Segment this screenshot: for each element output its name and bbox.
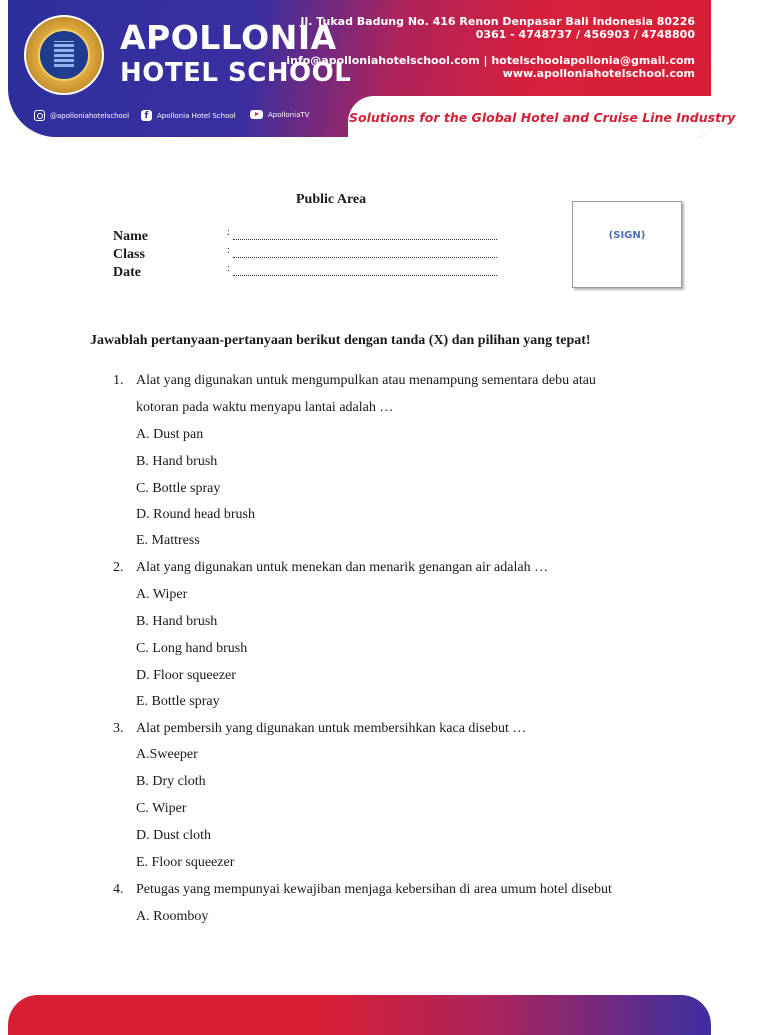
date-field[interactable] — [113, 265, 513, 283]
question-number: 2. — [113, 560, 124, 575]
answer-option[interactable]: E. Floor squeezer — [136, 855, 235, 870]
date-blank-line[interactable] — [233, 275, 497, 276]
answer-option[interactable]: C. Wiper — [136, 801, 187, 816]
answer-option[interactable]: C. Long hand brush — [136, 641, 248, 656]
question-text: kotoran pada waktu menyapu lantai adalah … — [136, 400, 394, 415]
youtube-handle: ApolloniaTV — [250, 110, 309, 119]
class-label: Class — [113, 247, 145, 262]
email-text: info@apolloniahotelschool.com | hotelschoolapollonia@gmail.com — [286, 54, 695, 67]
answer-option[interactable]: A. Wiper — [136, 587, 188, 602]
phone-text: 0361 - 4748737 / 456903 / 4748800 — [475, 28, 695, 41]
instagram-icon — [34, 110, 45, 121]
question-number: 1. — [113, 373, 124, 388]
brand-name-line1: APOLLONIA — [120, 18, 337, 57]
signature-box[interactable] — [572, 201, 682, 288]
answer-option[interactable]: B. Hand brush — [136, 614, 218, 629]
date-label: Date — [113, 265, 141, 280]
youtube-icon — [250, 110, 263, 119]
answer-option[interactable]: E. Bottle spray — [136, 694, 220, 709]
address-text: Jl. Tukad Badung No. 416 Renon Denpasar Bali Indonesia 80226 — [300, 15, 695, 28]
answer-option[interactable]: A. Dust pan — [136, 427, 204, 442]
field-colon: : — [227, 227, 230, 238]
answer-option[interactable]: C. Bottle spray — [136, 481, 221, 496]
answer-option[interactable]: E. Mattress — [136, 533, 200, 548]
answer-option[interactable]: D. Dust cloth — [136, 828, 212, 843]
answer-option[interactable]: D. Round head brush — [136, 507, 255, 522]
field-colon: : — [227, 245, 230, 256]
question-text: Petugas yang mempunyai kewajiban menjaga kebersihan di area umum hotel disebut — [136, 882, 612, 897]
facebook-handle: f Apollonia Hotel School — [141, 110, 236, 121]
question-number: 4. — [113, 882, 124, 897]
name-field[interactable] — [113, 229, 513, 247]
sign-label: (SIGN) — [608, 230, 646, 241]
question-text: Alat yang digunakan untuk menekan dan menarik genangan air adalah … — [136, 560, 549, 575]
answer-option[interactable]: B. Dry cloth — [136, 774, 206, 789]
name-label: Name — [113, 229, 148, 244]
class-blank-line[interactable] — [233, 257, 497, 258]
field-colon: : — [227, 263, 230, 274]
brand-name-line2: HOTEL SCHOOL — [120, 58, 352, 88]
answer-option[interactable]: B. Hand brush — [136, 454, 218, 469]
website-text: www.apolloniahotelschool.com — [502, 67, 695, 80]
question-text: Alat yang digunakan untuk mengumpulkan atau menampung sementara debu atau — [136, 373, 596, 388]
answer-option[interactable]: D. Floor squeezer — [136, 668, 236, 683]
answer-option[interactable]: A. Roomboy — [136, 909, 209, 924]
page-title: Public Area — [296, 192, 367, 207]
answer-option[interactable]: A.Sweeper — [136, 747, 198, 762]
question-number: 3. — [113, 721, 124, 736]
footer-banner — [8, 995, 711, 1035]
instruction-text: Jawablah pertanyaan-pertanyaan berikut dengan tanda (X) dan pilihan yang tepat! — [90, 333, 591, 348]
name-blank-line[interactable] — [233, 239, 497, 240]
instagram-handle: @apolloniahotelschool — [34, 110, 129, 121]
facebook-icon: f — [141, 110, 152, 121]
tagline: Solutions for the Global Hotel and Cruise Line Industry — [349, 110, 736, 125]
class-field[interactable] — [113, 247, 513, 265]
school-logo-icon — [24, 15, 104, 95]
question-text: Alat pembersih yang digunakan untuk membersihkan kaca disebut … — [136, 721, 527, 736]
